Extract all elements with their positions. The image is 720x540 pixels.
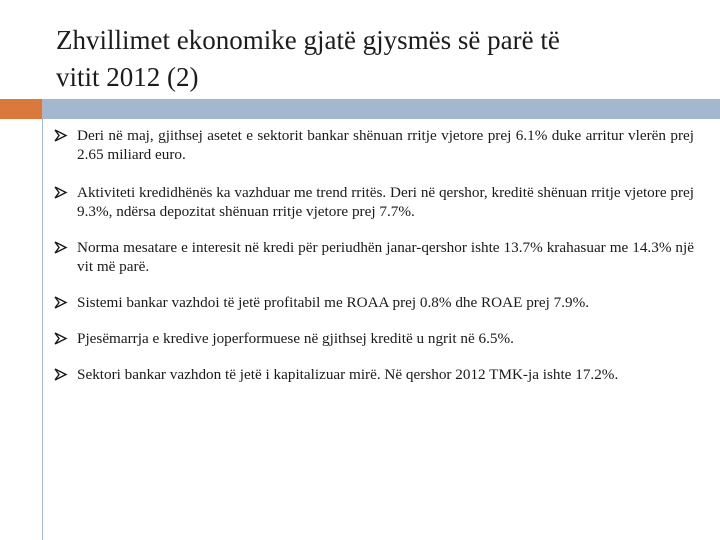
bullet-item (54, 329, 694, 348)
header-divider-bar (42, 99, 720, 119)
bullet-text: Sektori bankar vazhdon të jetë i kapitalizuar mirë. Në qershor 2012 TMK-ja ishte 17.2%. (77, 366, 619, 383)
bullet-list (54, 126, 694, 384)
slide-title-line-2: vitit 2012 (2) (56, 62, 199, 92)
arrow-bullet-icon (54, 183, 70, 202)
slide-title (56, 22, 696, 96)
arrow-bullet-icon (54, 293, 70, 312)
bullet-text: Pjesëmarrja e kredive joperformuese në gjithsej kreditë u ngrit në 6.5%. (77, 330, 514, 347)
bullet-text: Norma mesatare e interesit në kredi për periudhën janar-qershor ishte 13.7% krahasuar me 14.3% një vit më parë. (77, 239, 694, 275)
arrow-bullet-icon (54, 329, 70, 348)
bullet-text: Sistemi bankar vazhdoi të jetë profitabil me ROAA prej 0.8% dhe ROAE prej 7.9%. (77, 294, 590, 311)
bullet-item (54, 293, 694, 312)
slide-title-line-1: Zhvillimet ekonomike gjatë gjysmës së parë të (56, 25, 560, 55)
bullet-item (54, 183, 694, 221)
bullet-item (54, 365, 694, 384)
arrow-bullet-icon (54, 126, 70, 145)
bullet-item (54, 126, 694, 164)
bullet-item (54, 238, 694, 276)
bullet-text: Deri në maj, gjithsej asetet e sektorit bankar shënuan rritje vjetore prej 6.1% duke arritur vlerën prej 2.65 miliard euro. (77, 127, 694, 163)
arrow-bullet-icon (54, 365, 70, 384)
bullet-text: Aktiviteti kredidhënës ka vazhduar me trend rritës. Deri në qershor, kreditë shënuan rritje vjetore prej 9.3%, ndërsa depozitat shënuan rritje vjetore prej 7.7%. (77, 184, 694, 220)
header-accent-bar (0, 99, 42, 119)
arrow-bullet-icon (54, 238, 70, 257)
left-vertical-rule (42, 119, 43, 540)
